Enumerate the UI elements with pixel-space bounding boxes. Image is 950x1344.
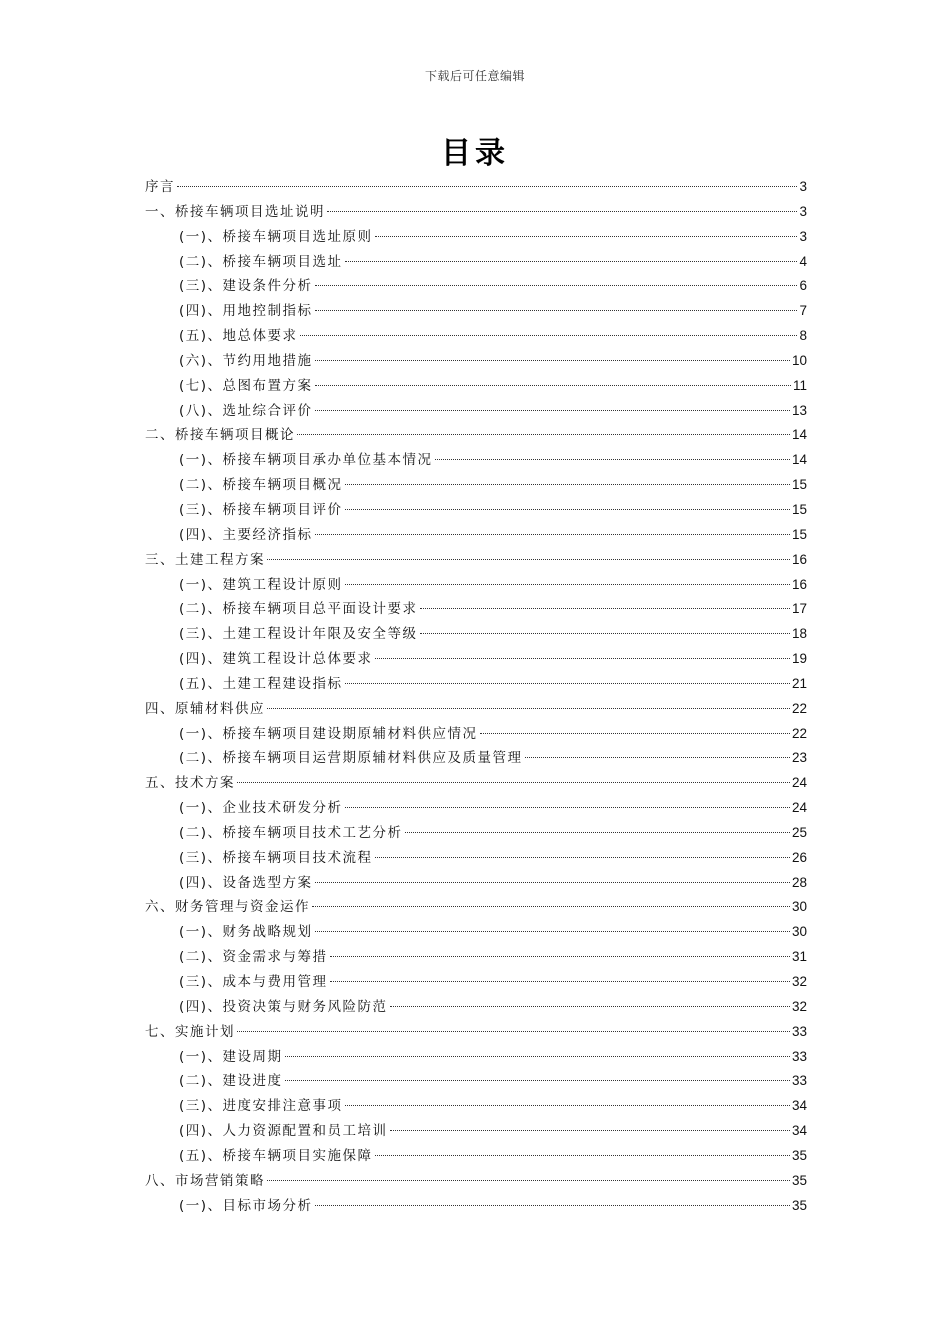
toc-dot-leader [315,385,791,386]
toc-entry[interactable] [145,821,807,846]
toc-page-number: 30 [791,899,807,915]
toc-entry-text: (四)、投资决策与财务风险防范 [179,998,388,1015]
toc-page-number: 35 [791,1172,807,1188]
toc-entry[interactable] [145,672,807,697]
toc-entry-text: 序言 [145,179,175,195]
toc-entry-text: (一)、企业技术研发分析 [179,800,343,817]
toc-entry[interactable] [145,1169,807,1194]
toc-page-number: 28 [791,874,807,890]
toc-entry[interactable] [145,374,807,399]
toc-dot-leader [315,1205,790,1206]
toc-entry[interactable] [145,175,807,200]
toc-entry-text: 三、土建工程方案 [145,551,265,568]
toc-page-number: 33 [791,1023,807,1039]
toc-page-number: 33 [791,1073,807,1089]
toc-entry[interactable] [145,498,807,523]
toc-page-number: 34 [791,1123,807,1139]
toc-entry-text: 八、市场营销策略 [145,1172,265,1189]
toc-dot-leader [177,186,797,187]
toc-page-number: 19 [791,651,807,667]
toc-entry-text: (二)、桥接车辆项目运营期原辅材料供应及质量管理 [179,750,523,767]
toc-entry-text: (五)、地总体要求 [179,328,298,345]
toc-dot-leader [267,1180,790,1181]
toc-entry-text: (三)、桥接车辆项目评价 [179,501,343,518]
toc-entry-text: (四)、建筑工程设计总体要求 [179,651,373,668]
toc-entry[interactable] [145,895,807,920]
toc-entry-text: 五、技术方案 [145,775,235,792]
toc-dot-leader [315,285,798,286]
toc-page-number: 3 [799,179,807,194]
toc-page-number: 11 [792,377,807,393]
toc-entry-text: (四)、设备选型方案 [179,874,313,891]
toc-page-number: 23 [791,750,807,766]
toc-page-number: 15 [791,501,807,517]
header-note: 下载后可任意编辑 [424,69,525,83]
toc-dot-leader [375,857,790,858]
toc-entry-text: 四、原辅材料供应 [145,700,265,717]
toc-page-number: 6 [799,278,807,294]
toc-page-number: 33 [791,1048,807,1064]
toc-entry[interactable] [145,945,807,970]
toc-page-number: 35 [791,1197,807,1213]
toc-entry-text: (三)、桥接车辆项目技术流程 [179,849,373,866]
toc-dot-leader [315,410,790,411]
toc-page-number: 35 [791,1147,807,1163]
toc-dot-leader [405,832,790,833]
toc-dot-leader [237,1031,790,1032]
toc-page-number: 26 [791,849,807,865]
toc-entry-text: (三)、建设条件分析 [179,278,313,295]
toc-dot-leader [435,459,790,460]
toc-entry[interactable] [145,771,807,796]
toc-entry[interactable] [145,995,807,1020]
toc-page-number: 16 [791,551,807,567]
toc-entry[interactable] [145,622,807,647]
toc-entry-text: (一)、财务战略规划 [179,924,313,941]
toc-entry[interactable] [145,274,807,299]
toc-entry-text: 六、财务管理与资金运作 [145,899,310,916]
toc-entry[interactable] [145,1020,807,1045]
toc-entry-text: (二)、桥接车辆项目选址 [179,253,343,270]
table-of-contents [145,175,807,1218]
toc-page-number: 31 [791,949,807,965]
toc-entry[interactable] [145,523,807,548]
toc-entry-text: (一)、桥接车辆项目选址原则 [179,228,373,245]
toc-entry-text: (八)、选址综合评价 [179,402,313,419]
toc-dot-leader [237,782,790,783]
toc-entry-text: 一、桥接车辆项目选址说明 [145,203,325,220]
toc-dot-leader [345,261,798,262]
toc-entry[interactable] [145,225,807,250]
toc-entry[interactable] [145,250,807,275]
toc-dot-leader [480,733,790,734]
toc-entry-text: 二、桥接车辆项目概论 [145,427,295,444]
toc-entry[interactable] [145,697,807,722]
toc-page-number: 15 [791,477,807,493]
toc-entry[interactable] [145,299,807,324]
toc-entry[interactable] [145,324,807,349]
toc-dot-leader [267,708,790,709]
toc-dot-leader [345,484,790,485]
toc-page-number: 24 [791,800,807,816]
toc-entry-text: (一)、桥接车辆项目建设期原辅材料供应情况 [179,725,478,742]
toc-entry[interactable] [145,871,807,896]
toc-page-number: 14 [791,452,807,468]
toc-entry[interactable] [145,1119,807,1144]
toc-entry-text: (二)、桥接车辆项目技术工艺分析 [179,824,403,841]
toc-entry-text: (一)、建筑工程设计原则 [179,576,343,593]
toc-page-number: 18 [791,626,807,642]
toc-dot-leader [315,882,790,883]
toc-dot-leader [390,1130,790,1131]
toc-dot-leader [315,360,790,361]
toc-entry[interactable] [145,722,807,747]
toc-entry-text: (四)、人力资源配置和员工培训 [179,1123,388,1140]
toc-entry[interactable] [145,597,807,622]
toc-dot-leader [312,906,790,907]
toc-dot-leader [345,509,790,510]
toc-dot-leader [327,211,797,212]
toc-dot-leader [420,608,790,609]
toc-entry-text: (二)、建设进度 [179,1073,283,1090]
toc-entry-text: (一)、建设周期 [179,1048,283,1065]
toc-page-number: 24 [791,775,807,791]
toc-page-number: 3 [799,228,807,244]
toc-page-number: 32 [791,974,807,989]
toc-entry-text: (三)、进度安排注意事项 [179,1098,343,1115]
toc-page-number: 3 [799,203,807,219]
toc-entry[interactable] [145,423,807,448]
toc-dot-leader [345,584,790,585]
toc-dot-leader [285,1056,790,1057]
toc-entry-text: (一)、目标市场分析 [179,1197,313,1214]
toc-entry[interactable] [145,1094,807,1119]
toc-page-number: 13 [791,402,807,418]
toc-entry[interactable] [145,200,807,225]
toc-entry[interactable] [145,399,807,424]
toc-page-number: 10 [791,352,807,368]
toc-entry-text: (四)、主要经济指标 [179,526,313,543]
toc-dot-leader [300,335,798,336]
toc-entry[interactable] [145,573,807,598]
toc-dot-leader [420,633,790,634]
toc-entry-text: (一)、桥接车辆项目承办单位基本情况 [179,452,433,469]
toc-page-number: 30 [791,924,807,940]
toc-entry-text: (二)、资金需求与筹措 [179,949,328,966]
toc-dot-leader [330,956,790,957]
toc-entry[interactable] [145,647,807,672]
toc-entry[interactable] [145,796,807,821]
toc-title: 目录 [441,136,509,171]
toc-dot-leader [390,1006,790,1007]
toc-dot-leader [267,559,790,560]
toc-dot-leader [315,534,790,535]
toc-entry-text: (五)、土建工程建设指标 [179,675,343,692]
toc-entry[interactable] [145,920,807,945]
toc-page-number: 22 [791,725,807,741]
toc-page-number: 15 [791,526,807,542]
toc-dot-leader [297,434,790,435]
toc-page-number: 16 [791,576,807,592]
toc-dot-leader [315,310,798,311]
toc-dot-leader [315,931,790,932]
toc-entry-text: (二)、桥接车辆项目概况 [179,477,343,494]
toc-dot-leader [345,683,790,684]
toc-dot-leader [375,236,798,237]
toc-page-number: 21 [791,675,807,691]
toc-entry[interactable] [145,473,807,498]
toc-page-number: 17 [791,601,807,617]
toc-entry[interactable] [145,1194,807,1219]
toc-entry-text: (三)、成本与费用管理 [179,974,328,990]
toc-entry-text: (三)、土建工程设计年限及安全等级 [179,626,418,643]
toc-entry[interactable] [145,349,807,374]
toc-page-number: 22 [791,700,807,716]
toc-page-number: 7 [799,303,807,319]
toc-entry[interactable] [145,846,807,871]
toc-entry-text: (七)、总图布置方案 [179,377,313,394]
toc-entry-text: 七、实施计划 [145,1023,235,1040]
toc-entry[interactable] [145,1045,807,1070]
toc-dot-leader [375,1155,790,1156]
toc-entry-text: (四)、用地控制指标 [179,303,313,320]
toc-entry[interactable] [145,1144,807,1169]
toc-entry[interactable] [145,970,807,995]
toc-entry[interactable] [145,448,807,473]
toc-dot-leader [525,757,790,758]
toc-dot-leader [345,807,790,808]
toc-page-number: 25 [791,824,807,840]
toc-page-number: 32 [791,998,807,1014]
toc-dot-leader [375,658,790,659]
toc-page-number: 4 [799,253,807,269]
toc-page-number: 8 [799,328,807,344]
toc-entry[interactable] [145,548,807,573]
toc-dot-leader [285,1080,790,1081]
toc-entry-text: (五)、桥接车辆项目实施保障 [179,1147,373,1164]
toc-entry-text: (六)、节约用地措施 [179,352,313,369]
toc-entry[interactable] [145,746,807,771]
toc-dot-leader [345,1105,790,1106]
toc-entry[interactable] [145,1069,807,1094]
toc-dot-leader [330,981,790,982]
toc-entry-text: (二)、桥接车辆项目总平面设计要求 [179,601,418,618]
toc-page-number: 34 [791,1098,807,1114]
toc-page-number: 14 [791,427,807,443]
